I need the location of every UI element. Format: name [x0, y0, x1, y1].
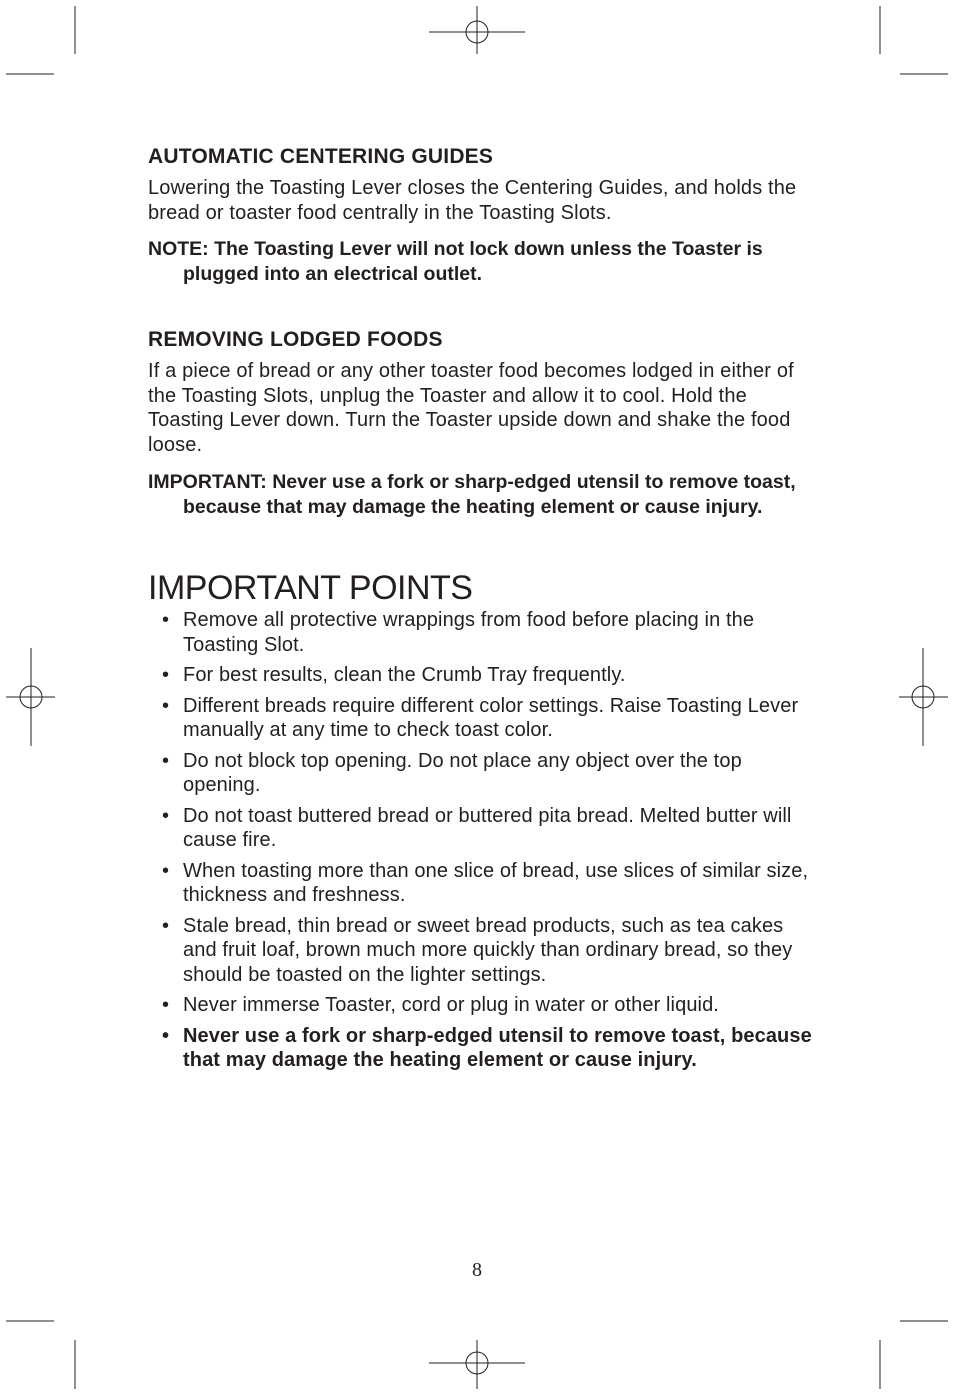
- note-label: NOTE:: [148, 238, 209, 260]
- bullet-icon: •: [162, 609, 170, 631]
- list-item-text: Never immerse Toaster, cord or plug in water or other liquid.: [183, 994, 719, 1016]
- bullet-icon: •: [162, 859, 170, 882]
- section-body-removing-lodged-foods: If a piece of bread or any other toaster food becomes lodged in either of the Toasting Slots, unplug the Toaster and allow it to cool. Hold the Toasting Lever down. Turn the Toaster upside down and shake the food loose.: [148, 360, 794, 456]
- registration-target-bottom: [429, 1340, 525, 1389]
- important-note-lodged-foods: [148, 470, 798, 519]
- section-body-centering-guides: Lowering the Toasting Lever closes the Centering Guides, and holds the bread or toaster food centrally in the Toasting Slots.: [148, 177, 797, 224]
- list-item: [162, 993, 822, 1018]
- list-item: [162, 749, 822, 798]
- registration-target-right: [899, 648, 948, 746]
- bullet-icon: •: [162, 694, 170, 717]
- registration-target-left: [6, 648, 55, 746]
- list-item: [162, 804, 822, 853]
- section-heading-removing-lodged-foods: REMOVING LODGED FOODS: [148, 328, 443, 351]
- list-item: [162, 914, 822, 988]
- list-item: [162, 694, 822, 743]
- section-heading-centering-guides: AUTOMATIC CENTERING GUIDES: [148, 145, 494, 168]
- registration-target-top: [429, 6, 525, 54]
- list-item: [162, 608, 822, 657]
- note-text: The Toasting Lever will not lock down unless the Toaster is plugged into an electrical outlet.: [183, 238, 763, 285]
- bullet-icon: •: [162, 994, 170, 1016]
- list-item-text: When toasting more than one slice of bread, use slices of similar size, thickness and freshness.: [183, 859, 809, 906]
- list-item-text: Do not block top opening. Do not place any object over the top opening.: [183, 749, 742, 796]
- page-number: 8: [472, 1259, 482, 1281]
- list-item: [162, 1024, 822, 1073]
- bullet-icon: •: [162, 914, 170, 937]
- list-item-text: For best results, clean the Crumb Tray frequently.: [183, 664, 626, 686]
- list-item-text: Do not toast buttered bread or buttered pita bread. Melted butter will cause fire.: [183, 804, 792, 851]
- important-text: Never use a fork or sharp-edged utensil to remove toast, because that may damage the heating element or cause injury.: [183, 471, 796, 518]
- list-item-text: Never use a fork or sharp-edged utensil to remove toast, because that may damage the heating element or cause injury.: [183, 1024, 812, 1071]
- list-item: [162, 859, 822, 908]
- list-item-text: Different breads require different color settings. Raise Toasting Lever manually at any time to check toast color.: [183, 694, 799, 741]
- bullet-icon: •: [162, 749, 170, 772]
- bullet-icon: •: [162, 664, 170, 686]
- important-points-list: [162, 608, 822, 1079]
- list-item-text: Remove all protective wrappings from food before placing in the Toasting Slot.: [183, 609, 755, 656]
- bullet-icon: •: [162, 1024, 170, 1047]
- note-centering-guides: [148, 237, 808, 286]
- important-points-title: IMPORTANT POINTS: [148, 569, 473, 607]
- important-label: IMPORTANT:: [148, 471, 267, 493]
- list-item: [162, 663, 822, 688]
- bullet-icon: •: [162, 804, 170, 827]
- list-item-text: Stale bread, thin bread or sweet bread products, such as tea cakes and fruit loaf, brown much more quickly than ordinary bread, so they should be toasted on the lighter settings.: [183, 914, 793, 986]
